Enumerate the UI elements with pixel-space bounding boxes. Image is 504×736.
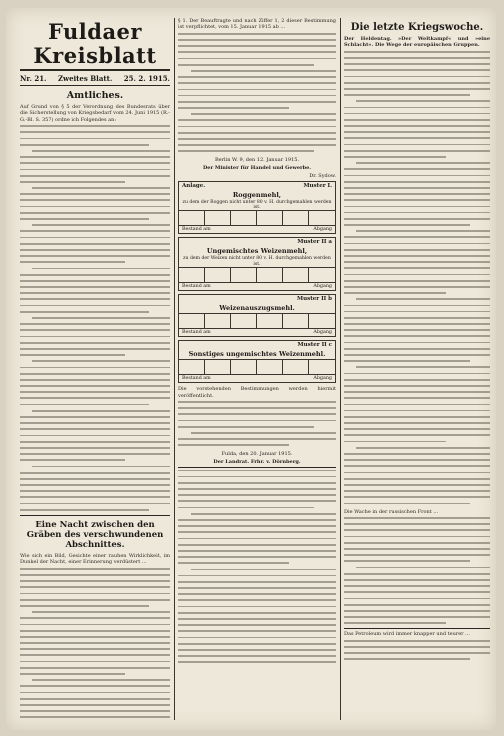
form-outflow-label: Abgang xyxy=(313,227,332,233)
official-heading: Amtliches. xyxy=(66,90,124,101)
form-wheat-extract xyxy=(178,294,336,337)
story-body-text xyxy=(20,568,170,720)
form-stock-label: Bestand am xyxy=(182,330,211,336)
masthead-title: Fuldaer Kreisblatt xyxy=(33,19,157,68)
issue-number: Nr. 21. xyxy=(20,74,47,83)
form-title: Roggenmehl, xyxy=(232,190,282,199)
section-divider xyxy=(178,467,336,468)
form-grid xyxy=(179,267,335,282)
column-3 xyxy=(344,18,490,720)
section-divider xyxy=(344,628,490,629)
closing-authority: Der Landrat. Frhr. v. Dörnberg. xyxy=(213,458,301,465)
notice-authority: Der Minister für Handel und Gewerbe. xyxy=(202,164,312,171)
story-start: Wie sich ein Bild, Gesichte einer rauhen Wirklichkeit, im Dunkel der Nacht, einer Erinnerung verdüstert ... xyxy=(20,553,170,566)
newspaper-page xyxy=(6,8,496,730)
war-week-continued: Die Wache in der russischen Front ... xyxy=(344,508,439,515)
story-continued-text xyxy=(178,470,336,664)
form-outflow-label: Abgang xyxy=(313,330,332,336)
petroleum-note-text xyxy=(344,640,490,660)
form-outflow-label: Abgang xyxy=(313,284,332,290)
official-opening: Auf Grund von § 5 der Verordnung des Bundesrats über die Sicherstellung von Kriegsbedarf vom 24. Juni 1915 (R.-G.-Bl. S. 357) ordne ich Folgendes an: xyxy=(20,104,170,123)
issue-date: 25. 2. 1915. xyxy=(123,74,170,83)
form-stock-label: Bestand am xyxy=(182,227,211,233)
closing-body-text xyxy=(178,401,336,446)
column-rule-1 xyxy=(174,18,175,720)
form-title: Sonstiges ungemischtes Weizenmehl. xyxy=(188,350,326,359)
war-week-continued-text xyxy=(344,517,490,624)
masthead-rule xyxy=(20,69,170,71)
form-grid xyxy=(179,210,335,225)
war-week-body-text xyxy=(344,51,490,504)
form-grid xyxy=(179,313,335,328)
column-1 xyxy=(20,18,170,720)
closing-place-date: Fulda, den 20. Januar 1915. xyxy=(221,450,293,457)
form-pattern-label: Muster II a xyxy=(297,239,332,246)
form-stock-label: Bestand am xyxy=(182,284,211,290)
notice-signatory: Dr. Sydow. xyxy=(309,172,336,179)
form-pattern-label: Muster II b xyxy=(297,296,332,303)
form-wheat-flour xyxy=(178,237,336,291)
story-title: Eine Nacht zwischen den Gräben des verschwundenen Abschnittes. xyxy=(26,520,164,551)
form-pattern-label: Muster II c xyxy=(297,342,332,349)
section-divider xyxy=(20,515,170,516)
form-pattern-label: Muster I. xyxy=(303,182,332,189)
notice-body-text xyxy=(178,33,336,152)
masthead-info xyxy=(20,74,170,83)
petroleum-note: Das Petroleum wird immer knapper und teurer ... xyxy=(344,631,470,638)
column-2 xyxy=(178,18,336,720)
form-title: Weizenauszugsmehl. xyxy=(219,304,295,313)
form-subtitle: zu dem der Roggen nicht unter 80 v. H. durchgemahlen werden ist. xyxy=(182,199,332,210)
form-rye-flour xyxy=(178,181,336,235)
form-outflow-label: Abgang xyxy=(313,376,332,382)
official-body-text xyxy=(20,125,170,510)
form-annex-label: Anlage. xyxy=(182,182,206,189)
form-stock-label: Bestand am xyxy=(182,376,211,382)
form-other-wheat xyxy=(178,340,336,383)
form-grid xyxy=(179,359,335,374)
notice-intro: § 1. Der Beauftragte und nach Ziffer 1, 2 dieser Bestimmung ist verpflichtet, vom 15. Januar 1915 ab ... xyxy=(178,18,336,31)
war-week-heading: Die letzte Kriegswoche. xyxy=(350,22,484,33)
closing-text: Die vorstehenden Bestimmungen werden hiermit veröffentlicht. xyxy=(178,386,336,399)
form-title: Ungemischtes Weizenmehl, xyxy=(206,247,308,256)
form-subtitle: zu dem der Weizen nicht unter 80 v. H. durchgemahlen werden ist. xyxy=(183,256,331,267)
war-week-byline: Der Heldentag. »Der Weltkampf« und »eine Schlacht«. Die Wege der europäischen Gruppen. xyxy=(344,36,490,49)
column-rule-2 xyxy=(340,18,341,720)
notice-place-date: Berlin W. 9, den 12. Januar 1915. xyxy=(214,156,300,163)
masthead-bottom-rule xyxy=(20,85,170,86)
sheet-label: Zweites Blatt. xyxy=(57,74,113,83)
